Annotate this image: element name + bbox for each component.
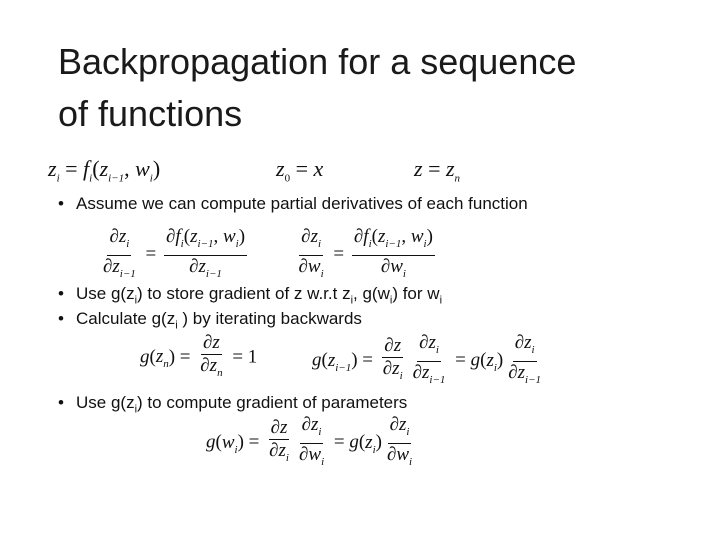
equation-g-zn: $g(z_n)$ = $\frac{\partial z}{\partial z_n}$ = 1 <box>140 332 258 379</box>
bullet-calculate-g <box>58 309 362 331</box>
subscript: i <box>175 319 178 332</box>
title-line-1: Backpropagation for a sequence <box>58 41 577 82</box>
bullet-text: Assume we can compute partial derivatives of each function <box>76 194 528 213</box>
bullet-dot: • <box>58 284 64 303</box>
slide-title <box>58 36 678 140</box>
bullet-text: ) by iterating backwards <box>177 309 362 328</box>
subscript: i <box>439 294 443 307</box>
bullet-assume-partials <box>58 194 528 214</box>
subscript: i <box>134 403 138 416</box>
equation-zi-def: $z_i = f_i(z_{i-1}$, $w_i$) <box>48 156 161 185</box>
bullet-use-g <box>58 284 442 306</box>
bullet-dot: • <box>58 393 64 412</box>
subscript: i <box>134 294 138 307</box>
bullet-text: ) to store gradient of z w.r.t z <box>137 284 351 303</box>
equation-g-zi-minus-1: $g(z_{i-1})$ = $\frac{\partial z}{\partial z_i}$ $\frac{\partial z_i}{\partial z_{i-1}}$ = $g(z_i)$ $\frac{\partial z_i}{\partial z_{i-1}}$ <box>312 332 542 386</box>
bullet-text: ) to compute gradient of parameters <box>137 393 408 412</box>
bullet-text: , g(w <box>353 284 390 303</box>
equation-partials: $\frac{\partial z_i}{\partial z_{i-1}}$ = $\frac{\partial f_i(z_{i-1}, w_i)}{\partial z_{i-1}}$ $\frac{\partial z_i}{\partial w_i}$ = $\frac{\partial f_i(z_{i-1}, w_i)}{\partial w_i}$ <box>103 226 433 280</box>
bullet-dot: • <box>58 194 64 213</box>
title-line-2: of functions <box>58 93 243 134</box>
subscript: i <box>389 294 393 307</box>
subscript: i <box>350 294 354 307</box>
bullet-text: Use g(z <box>76 284 135 303</box>
equation-g-wi: $g(w_i)$ = $\frac{\partial z}{\partial z_i}$ $\frac{\partial z_i}{\partial w_i}$ = $g(z_i)$ $\frac{\partial z_i}{\partial w_i}$ <box>206 414 413 468</box>
bullet-text: Calculate g(z <box>76 309 176 328</box>
equation-z-def: $z = z_n$ <box>414 156 461 185</box>
equation-z0-def: $z_0 = x$ <box>276 156 324 185</box>
bullet-text: Use g(z <box>76 393 135 412</box>
bullet-dot: • <box>58 309 64 328</box>
bullet-text: ) for w <box>392 284 440 303</box>
bullet-compute-params <box>58 393 407 415</box>
